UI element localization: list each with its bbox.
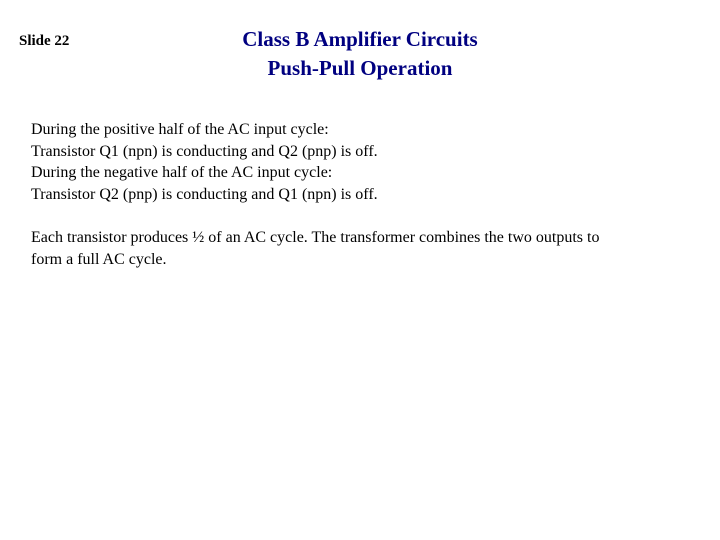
body-line: During the negative half of the AC input cycle: [31,164,333,181]
subtitle-line: Push-Pull Operation [267,56,453,80]
slide-number: Slide 22 [19,33,70,49]
body-line: Transistor Q2 (pnp) is conducting and Q1 (npn) is off. [31,185,378,203]
slide-title [190,25,530,83]
body-line: During the positive half of the AC input cycle: [31,121,329,138]
body-line: Transistor Q1 (npn) is conducting and Q2 (pnp) is off. [31,142,378,160]
body-paragraph-1 [31,119,691,205]
body-line: Each transistor produces ½ of an AC cycle. The transformer combines the two outputs to [31,229,600,246]
title-line-1: Class B Amplifier Circuits [242,27,478,51]
body-line: form a full AC cycle. [31,250,167,268]
body-paragraph-2 [31,227,691,270]
